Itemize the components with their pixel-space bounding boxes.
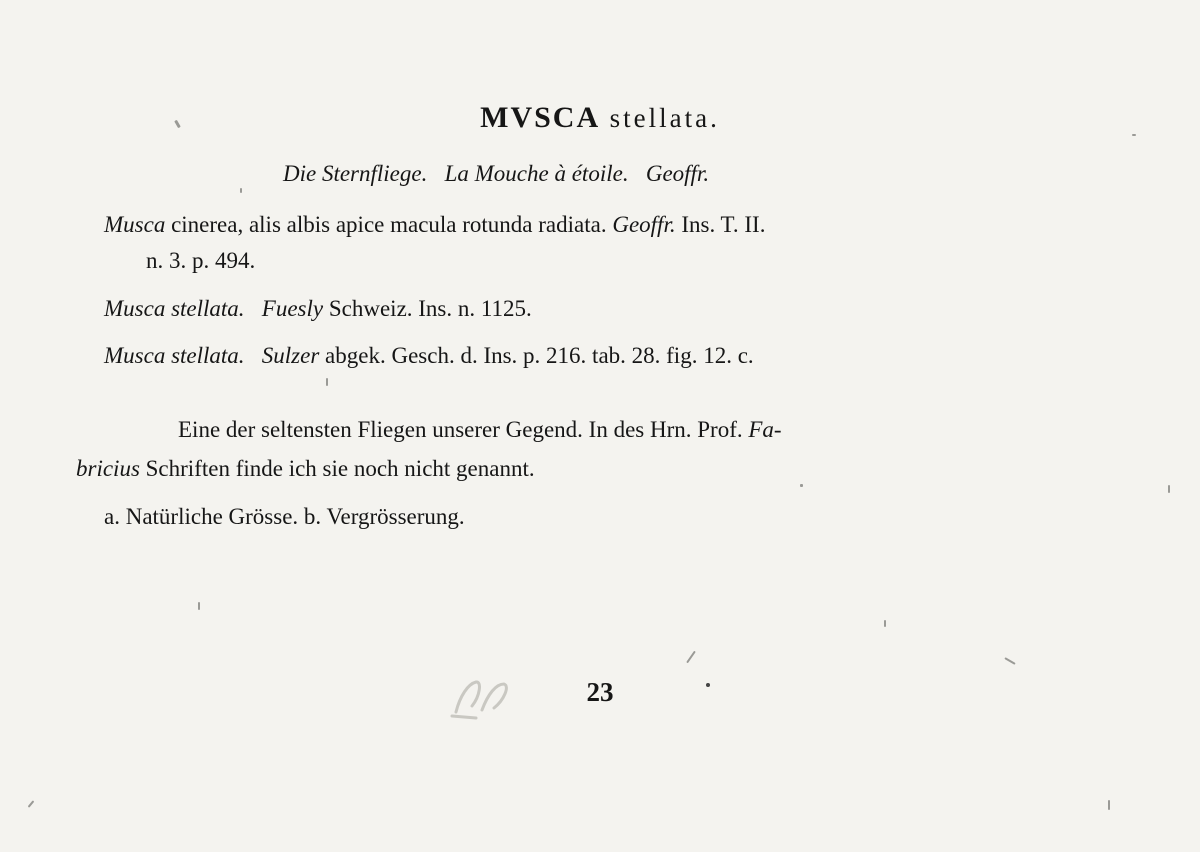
description-line-2 — [76, 455, 535, 483]
synonym-1-author: Geoffr. — [612, 212, 676, 237]
common-name-de: Die Sternfliege. — [283, 161, 428, 186]
common-names-author: Geoffr. — [645, 161, 710, 186]
synonym-3-author: Sulzer — [261, 343, 320, 368]
paper-speck — [1168, 485, 1170, 493]
description-line-1 — [178, 416, 782, 444]
figure-legend: a. Natürliche Grösse. b. Vergrösserung. — [104, 504, 465, 529]
paper-speck — [240, 188, 242, 193]
species-name: stellata. — [609, 103, 720, 133]
synonym-3-name: Musca stellata. — [104, 343, 245, 368]
synonym-2-author: Fuesly — [261, 296, 324, 321]
synonym-2-ref: Schweiz. Ins. n. 1125. — [328, 296, 532, 321]
synonym-1-name: Musca — [104, 212, 166, 237]
synonym-1-text: cinerea, alis albis apice macula rotunda radiata. — [171, 212, 607, 237]
synonym-3-ref: abgek. Gesch. d. Ins. p. 216. tab. 28. fig. 12. c. — [325, 343, 754, 368]
page-title — [0, 101, 1200, 134]
description-line-1-hyphen: Fa- — [748, 417, 782, 442]
paper-speck — [1108, 800, 1110, 810]
genus-name: MVSCA — [480, 101, 601, 134]
paper-speck — [326, 378, 328, 386]
paper-speck — [1004, 657, 1015, 665]
synonym-1 — [104, 211, 765, 239]
synonym-2-name: Musca stellata. — [104, 296, 245, 321]
description-line-2-text: Schriften finde ich sie noch nicht genannt. — [145, 456, 535, 481]
paper-speck — [198, 602, 200, 610]
paper-speck — [884, 620, 886, 627]
faded-stamp-mark — [446, 672, 516, 722]
synonym-2 — [104, 295, 532, 323]
paper-speck — [1132, 134, 1136, 136]
paper-speck — [28, 800, 35, 807]
common-names-line — [283, 160, 709, 188]
description-line-2-name: bricius — [76, 456, 140, 481]
synonym-3 — [104, 342, 754, 370]
description-line-1-text: Eine der seltensten Fliegen unserer Gegend. In des Hrn. Prof. — [178, 417, 743, 442]
page-number: 23 — [586, 677, 614, 707]
synonym-1-ref: Ins. T. II. — [681, 212, 766, 237]
common-name-fr: La Mouche à étoile. — [444, 161, 629, 186]
synonym-1-continuation: n. 3. p. 494. — [146, 248, 256, 273]
paper-speck — [706, 683, 710, 687]
paper-speck — [686, 651, 696, 664]
paper-speck — [800, 484, 803, 487]
